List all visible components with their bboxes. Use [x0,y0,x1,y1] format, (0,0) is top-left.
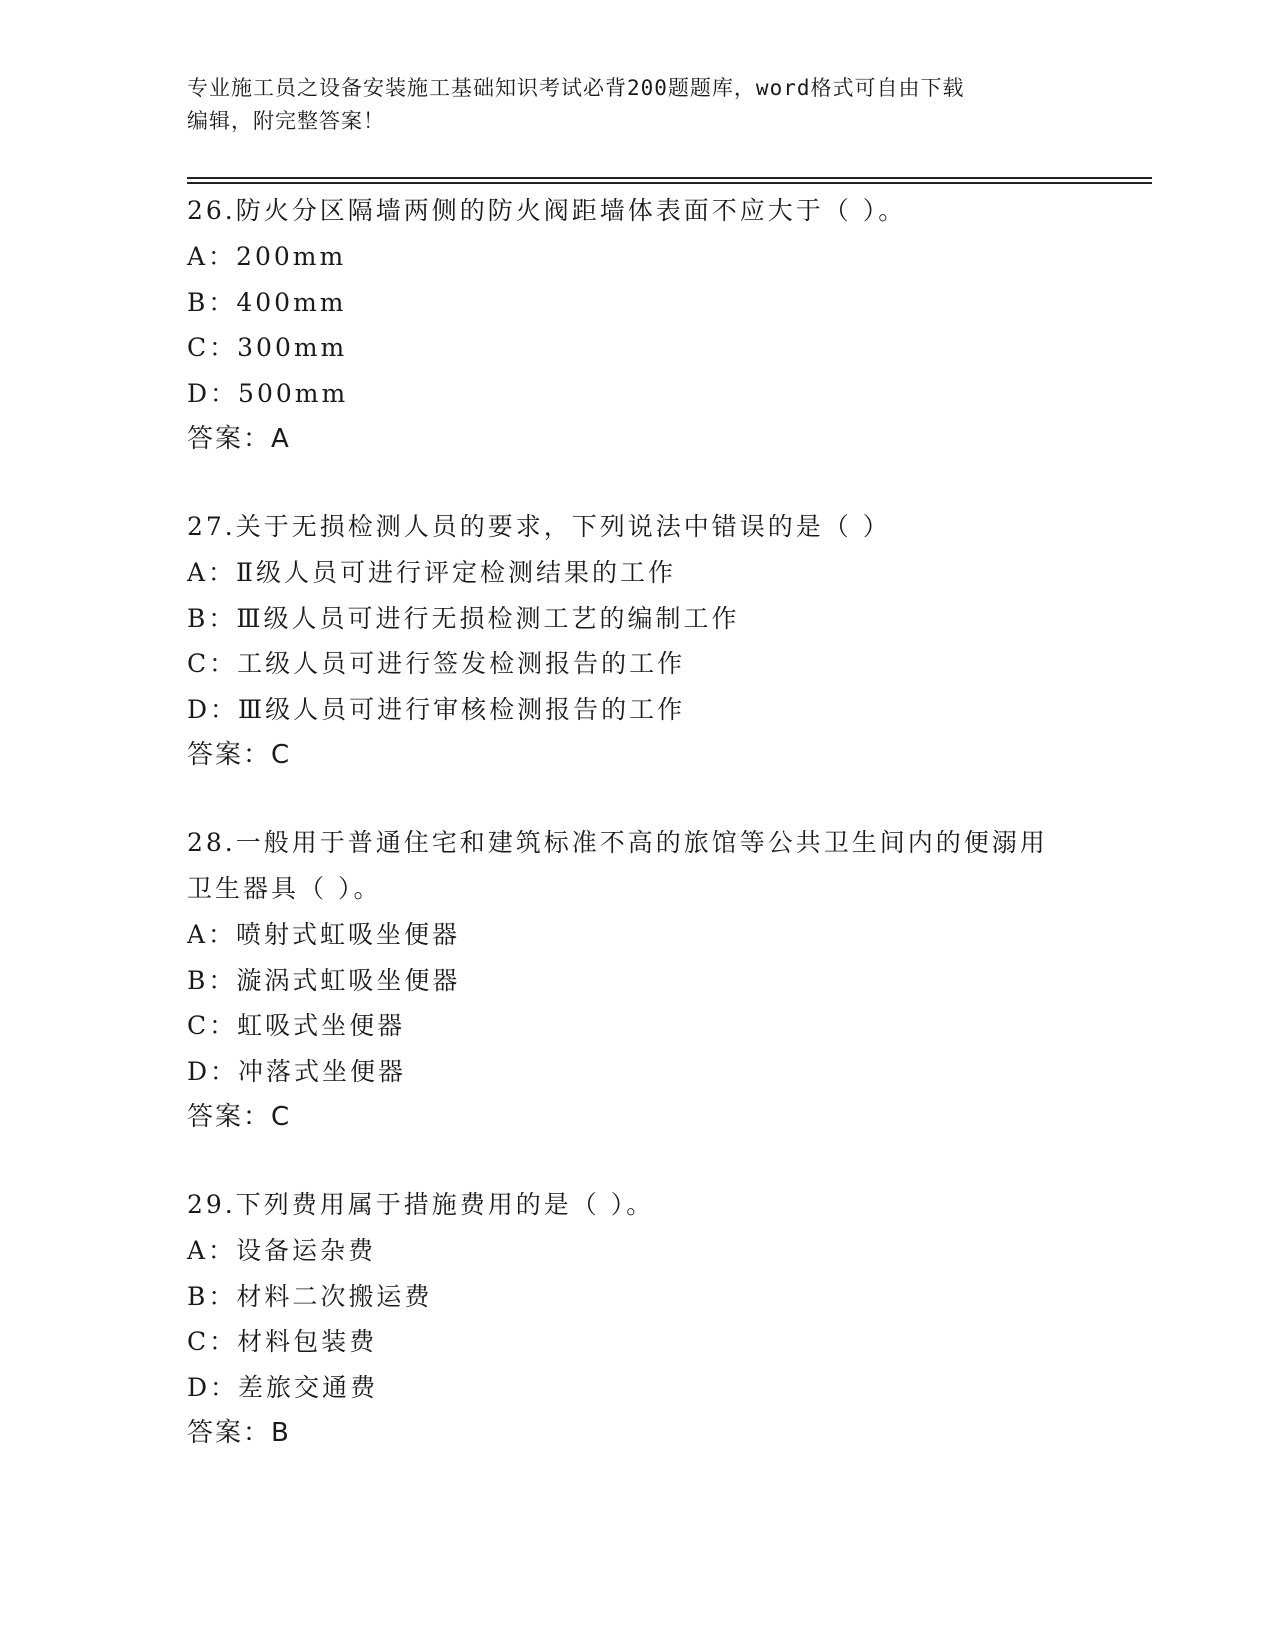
option-b: B：漩涡式虹吸坐便器 [187,965,461,995]
option-c: C：300mm [187,333,348,362]
question-stem: 27.关于无损检测人员的要求，下列说法中错误的是（ ） [187,512,891,541]
option-a: A：设备运杂费 [187,1236,377,1265]
document-header [187,72,1067,138]
answer-line: 答案：B [187,1418,291,1448]
question-26 [187,188,1087,462]
question-stem: 28.一般用于普通住宅和建筑标准不高的旅馆等公共卫生间内的便溺用 [187,828,1048,857]
option-d: D：Ⅲ级人员可进行审核检测报告的工作 [187,694,686,724]
question-28 [187,820,1087,1140]
option-c: C：工级人员可进行签发检测报告的工作 [187,649,686,678]
question-stem: 29.下列费用属于措施费用的是（ ）。 [187,1190,655,1219]
option-b: B：材料二次搬运费 [187,1281,433,1311]
header-divider-bottom [187,182,1152,184]
option-c: C：虹吸式坐便器 [187,1011,406,1040]
question-29 [187,1182,1087,1456]
answer-line: 答案：C [187,740,292,770]
option-a: A：喷射式虹吸坐便器 [187,920,461,949]
option-b: B：Ⅲ级人员可进行无损检测工艺的编制工作 [187,603,740,633]
header-title-line-2: 编辑，附完整答案！ [187,109,385,133]
answer-line: 答案：A [187,424,291,454]
header-divider-top [187,177,1152,179]
question-list [187,188,1087,1456]
question-stem-continued: 卫生器具（ ）。 [187,874,382,903]
option-c: C：材料包装费 [187,1327,378,1356]
option-d: D：冲落式坐便器 [187,1056,407,1086]
option-a: A：200mm [187,242,347,271]
option-b: B：400mm [187,287,347,317]
option-d: D：500mm [187,378,349,408]
header-title-line-1: 专业施工员之设备安装施工基础知识考试必背200题题库，word格式可自由下载 [187,76,965,100]
answer-line: 答案：C [187,1102,292,1132]
question-27 [187,504,1087,778]
option-d: D：差旅交通费 [187,1372,379,1402]
option-a: A：Ⅱ级人员可进行评定检测结果的工作 [187,558,677,587]
question-stem: 26.防火分区隔墙两侧的防火阀距墙体表面不应大于（ ）。 [187,196,907,225]
